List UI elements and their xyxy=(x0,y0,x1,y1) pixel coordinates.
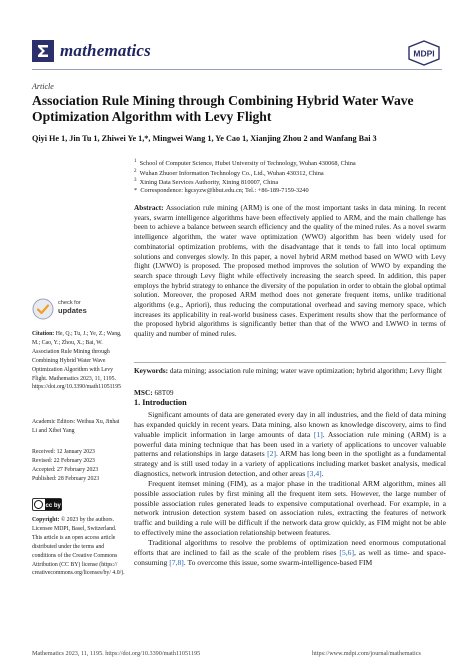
mdpi-logo-icon[interactable] xyxy=(406,40,442,66)
cc-label: cc by xyxy=(45,503,61,509)
accepted-date: Accepted: 27 February 2023 xyxy=(32,467,99,473)
citation-label: Citation: xyxy=(32,331,55,337)
check-for-updates-badge[interactable] xyxy=(32,296,120,326)
citation-text: He, Q.; Tu, J.; Ye, Z.; Wang, M.; Cao, Y.; Zhou, X.; Bai, W. Association Rule Mining through Combining Hybrid Water Wave Optimization Algorithm with Levy Flight. Mathematics 2023, 11, 1195. https://doi.org/10.3390/math11051195 xyxy=(32,331,122,391)
paragraph-1: Significant amounts of data are generated every day in all industries, and the field of data mining has expanded quickly in recent years. Data mining, also known as knowledge discovery, aims to find valuable implicit information in large amounts of data [1]. Association rule mining (ARM) is a powerful data mining technique that has been used in a variety of applications to uncover valuable patterns and relationships in large datasets [2]. ARM has long been in the spotlight as a fundamental strategy and is still used today in a variety of applications including market basket analysis, medical diagnostics, network intrusion detection, and other areas [3,4]. xyxy=(134,410,447,479)
msc xyxy=(134,388,446,398)
affiliation-2: $^2$ Wuhan Zhuoer Information Technology Co., Ltd., Wuhan 430312, China xyxy=(134,168,324,177)
abstract xyxy=(134,203,446,339)
affiliation-1: $^1$ School of Computer Science, Hubei University of Technology, Wuhan 430068, China xyxy=(134,159,356,168)
author-list xyxy=(32,134,452,143)
article-type: Article xyxy=(32,82,54,91)
paragraph-2: Frequent itemset mining (FIM), as a major phase in the traditional ARM algorithm, mines all possible association rules by first mining all the frequent item sets. However, the large number of possible association rules generated leads to expensive computational overhead. For example, in a network intrusion detection system based on association rules, extracting the features of network traffic and building a rule will be difficult if the network data grow quickly, as FIM might not be able to effectively mine the association relationship between features. xyxy=(134,478,446,538)
introduction-body xyxy=(134,410,446,568)
paragraph-3: Traditional algorithms to resolve the problems of optimization need enormous computational efforts that are inclined to fail as the scale of the problem rises [5,6], as well as time- and space-consuming [7,8]. To overcome this issue, some swarm-intelligence-based FIM xyxy=(134,537,446,567)
copyright-text: © 2023 by the authors. Licensee MDPI, Basel, Switzerland. This article is an open access article distributed under the terms and conditions of the Creative Commons Attribution (CC BY) license (https:// creativecommons.org/licenses/by/ 4.0/). xyxy=(32,517,125,577)
correspondence: * Correspondence: hgcsyzw@hbut.edu.cn; Tel.: +86-189-7159-3240 xyxy=(134,186,309,194)
citation-link[interactable]: [1] xyxy=(313,429,323,439)
journal-logo-icon xyxy=(32,40,54,62)
abstract-divider xyxy=(134,362,446,363)
revised-date: Revised: 22 February 2023 xyxy=(32,458,95,464)
footer-journal-url[interactable]: https://www.mdpi.com/journal/mathematics xyxy=(312,650,421,657)
citation-link[interactable]: [7,8] xyxy=(169,557,184,567)
section-heading: 1. Introduction xyxy=(134,398,187,407)
citation-link[interactable]: [3,4] xyxy=(307,469,322,479)
msc-label: MSC: xyxy=(134,388,153,397)
affiliation-3: $^3$ Xining Data Services Authority, Xining 810007, China xyxy=(134,178,279,187)
header-divider xyxy=(32,69,442,70)
citation-link[interactable]: [2] xyxy=(267,449,276,459)
publisher-name: MDPI xyxy=(413,48,435,59)
copyright-label: Copyright: xyxy=(32,517,60,523)
msc-code: 68T09 xyxy=(154,388,174,397)
authors-text[interactable]: Qiyi He 1, Jin Tu 1, Zhiwei Ye 1,*, Mingwei Wang 1, Ye Cao 1, Xianjing Zhou 2 and Wanfang Bai 3 xyxy=(32,134,377,143)
abstract-text: Association rule mining (ARM) is one of the most important tasks in data mining. In recent years, swarm intelligence algorithms have been effectively applied to ARM, and the main challenge has been to achieve a balance between search efficiency and the quality of the mined rules. As a novel swarm intelligence algorithm, the water wave optimization (WWO) algorithm has been widely used for combinatorial optimization problems, with the disadvantage that it tends to fall into local optimum solutions and converges slowly. In this paper, a novel hybrid ARM method based on WWO with Levy flight (LWWO) is proposed. The proposed method improves the solution of WWO by expanding the search space through Levy flight while effectively increasing the search speed. In addition, this paper employs the hybrid strategy to enhance the diversity of the population in order to obtain the global optimal solution. Moreover, the proposed ARM method does not generate frequent items, unlike traditional algorithms (e.g., Apriori), thus reducing the computational overhead and saving memory space, which increases its applicability in real-world business cases. Experiment results show that the performance of the proposed hybrid algorithms is significantly better than that of the WWO and LWWO in terms of quality and number of mined rules. xyxy=(134,203,447,339)
citation-block xyxy=(32,330,126,392)
citation-link[interactable]: [5,6] xyxy=(339,547,354,557)
copyright-block xyxy=(32,516,126,578)
keywords-text: data mining; association rule mining; water wave optimization; hybrid algorithm; Levy flight xyxy=(169,366,443,375)
abstract-label: Abstract: xyxy=(134,203,164,212)
footer-citation[interactable]: Mathematics 2023, 11, 1195. https://doi.org/10.3390/math11051195 xyxy=(32,650,201,657)
keywords-label: Keywords: xyxy=(134,366,169,375)
published-date: Published: 28 February 2023 xyxy=(32,476,100,482)
paper-title: Association Rule Mining through Combining Hybrid Water Wave Optimization Algorithm with Levy Flight xyxy=(32,93,414,124)
correspondence-email[interactable]: Correspondence: hgcsyzw@hbut.edu.cn; Tel.: +86-189-7159-3240 xyxy=(140,186,309,194)
check-updates-icon xyxy=(32,298,54,320)
received-date: Received: 12 January 2023 xyxy=(32,449,95,455)
keywords xyxy=(134,366,446,376)
check-updates-line2: updates xyxy=(58,306,87,315)
cc-by-license-icon[interactable] xyxy=(32,498,62,511)
journal-name[interactable]: mathematics xyxy=(60,41,151,60)
check-updates-line1: check for xyxy=(58,300,81,306)
academic-editors: Academic Editors: Weihua Xu, Jinhai Li and Xibei Yang xyxy=(32,419,120,434)
